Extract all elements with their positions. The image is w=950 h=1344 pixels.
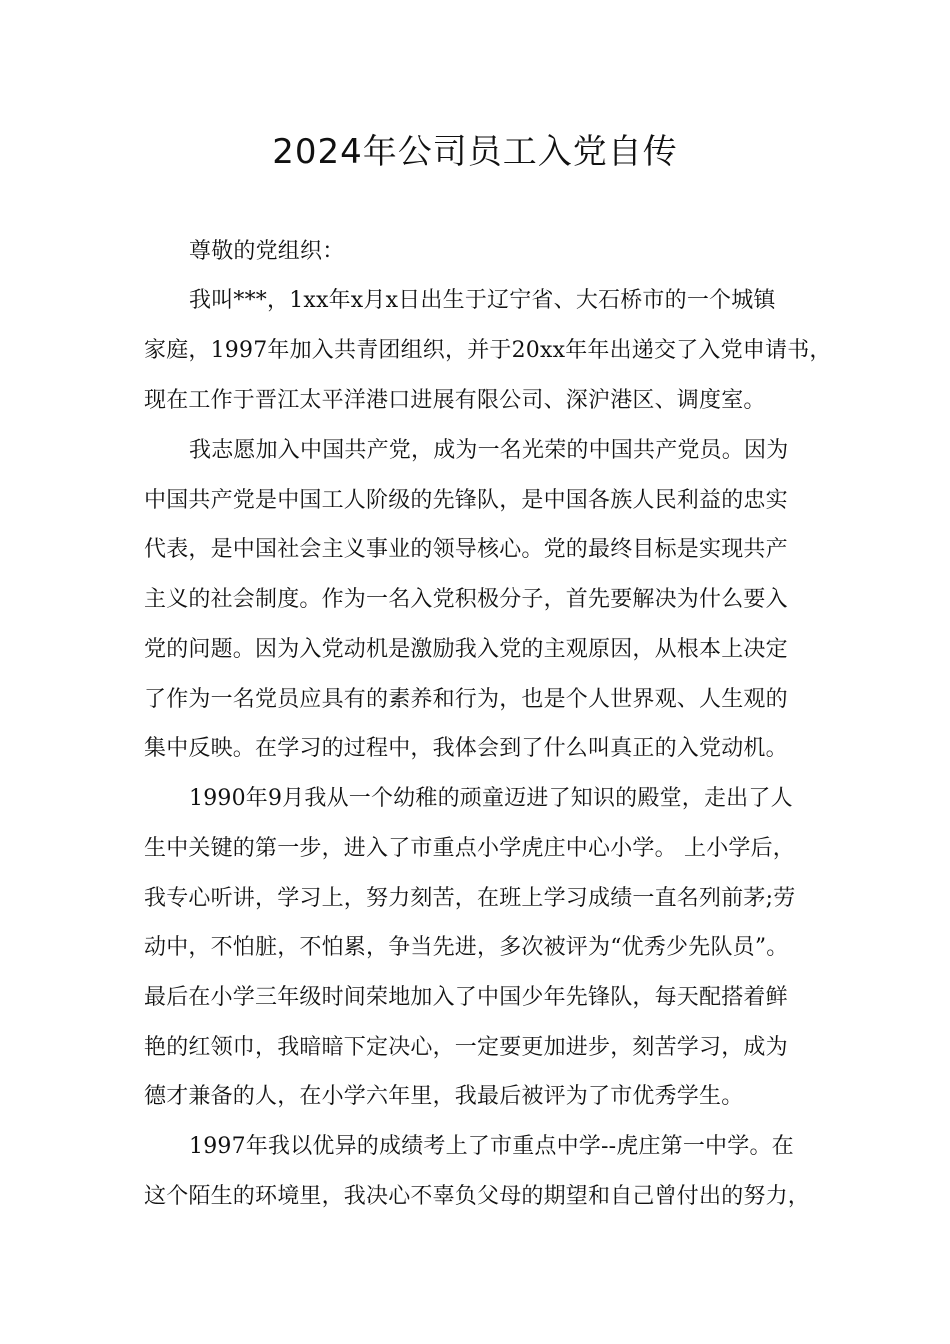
paragraph-line: 德才兼备的人，在小学六年里，我最后被评为了市优秀学生。 (144, 1084, 744, 1109)
paragraph-line: 主义的社会制度。作为一名入党积极分子，首先要解决为什么要入 (144, 587, 788, 612)
paragraph-line: 最后在小学三年级时间荣地加入了中国少年先锋队，每天配搭着鲜 (144, 985, 788, 1010)
paragraph-line: 了作为一名党员应具有的素养和行为，也是个人世界观、人生观的 (144, 687, 788, 712)
paragraph-line: 动中，不怕脏，不怕累，争当先进，多次被评为“优秀少先队员”。 (144, 935, 789, 960)
salutation: 尊敬的党组织： (189, 239, 345, 264)
paragraph-line: 党的问题。因为入党动机是激励我入党的主观原因，从根本上决定 (144, 637, 788, 662)
paragraph-line: 集中反映。在学习的过程中，我体会到了什么叫真正的入党动机。 (144, 736, 788, 761)
paragraph-line: 我叫***，1xx年x月x日出生于辽宁省、大石桥市的一个城镇 (189, 288, 776, 313)
paragraph-line: 艳的红领巾，我暗暗下定决心，一定要更加进步，刻苦学习，成为 (144, 1035, 788, 1060)
paragraph-line: 这个陌生的环境里，我决心不辜负父母的期望和自己曾付出的努力， (144, 1184, 811, 1209)
paragraph-line: 1990年9月我从一个幼稚的顽童迈进了知识的殿堂，走出了人 (189, 786, 793, 811)
paragraph-line: 家庭，1997年加入共青团组织，并于20xx年年出递交了入党申请书， (144, 338, 832, 363)
document-title: 2024年公司员工入党自传 (272, 132, 678, 172)
paragraph-line: 生中关键的第一步，进入了市重点小学虎庄中心小学。 上小学后， (144, 836, 795, 861)
paragraph-line: 中国共产党是中国工人阶级的先锋队，是中国各族人民利益的忠实 (144, 488, 788, 513)
paragraph-line: 1997年我以优异的成绩考上了市重点中学--虎庄第一中学。在 (189, 1134, 794, 1159)
paragraph-line: 我专心听讲，学习上，努力刻苦，在班上学习成绩一直名列前茅;劳 (144, 886, 796, 911)
paragraph-line: 我志愿加入中国共产党，成为一名光荣的中国共产党员。因为 (189, 438, 789, 463)
paragraph-line: 现在工作于晋江太平洋港口进展有限公司、深沪港区、调度室。 (144, 388, 766, 413)
paragraph-line: 代表，是中国社会主义事业的领导核心。党的最终目标是实现共产 (144, 537, 788, 562)
